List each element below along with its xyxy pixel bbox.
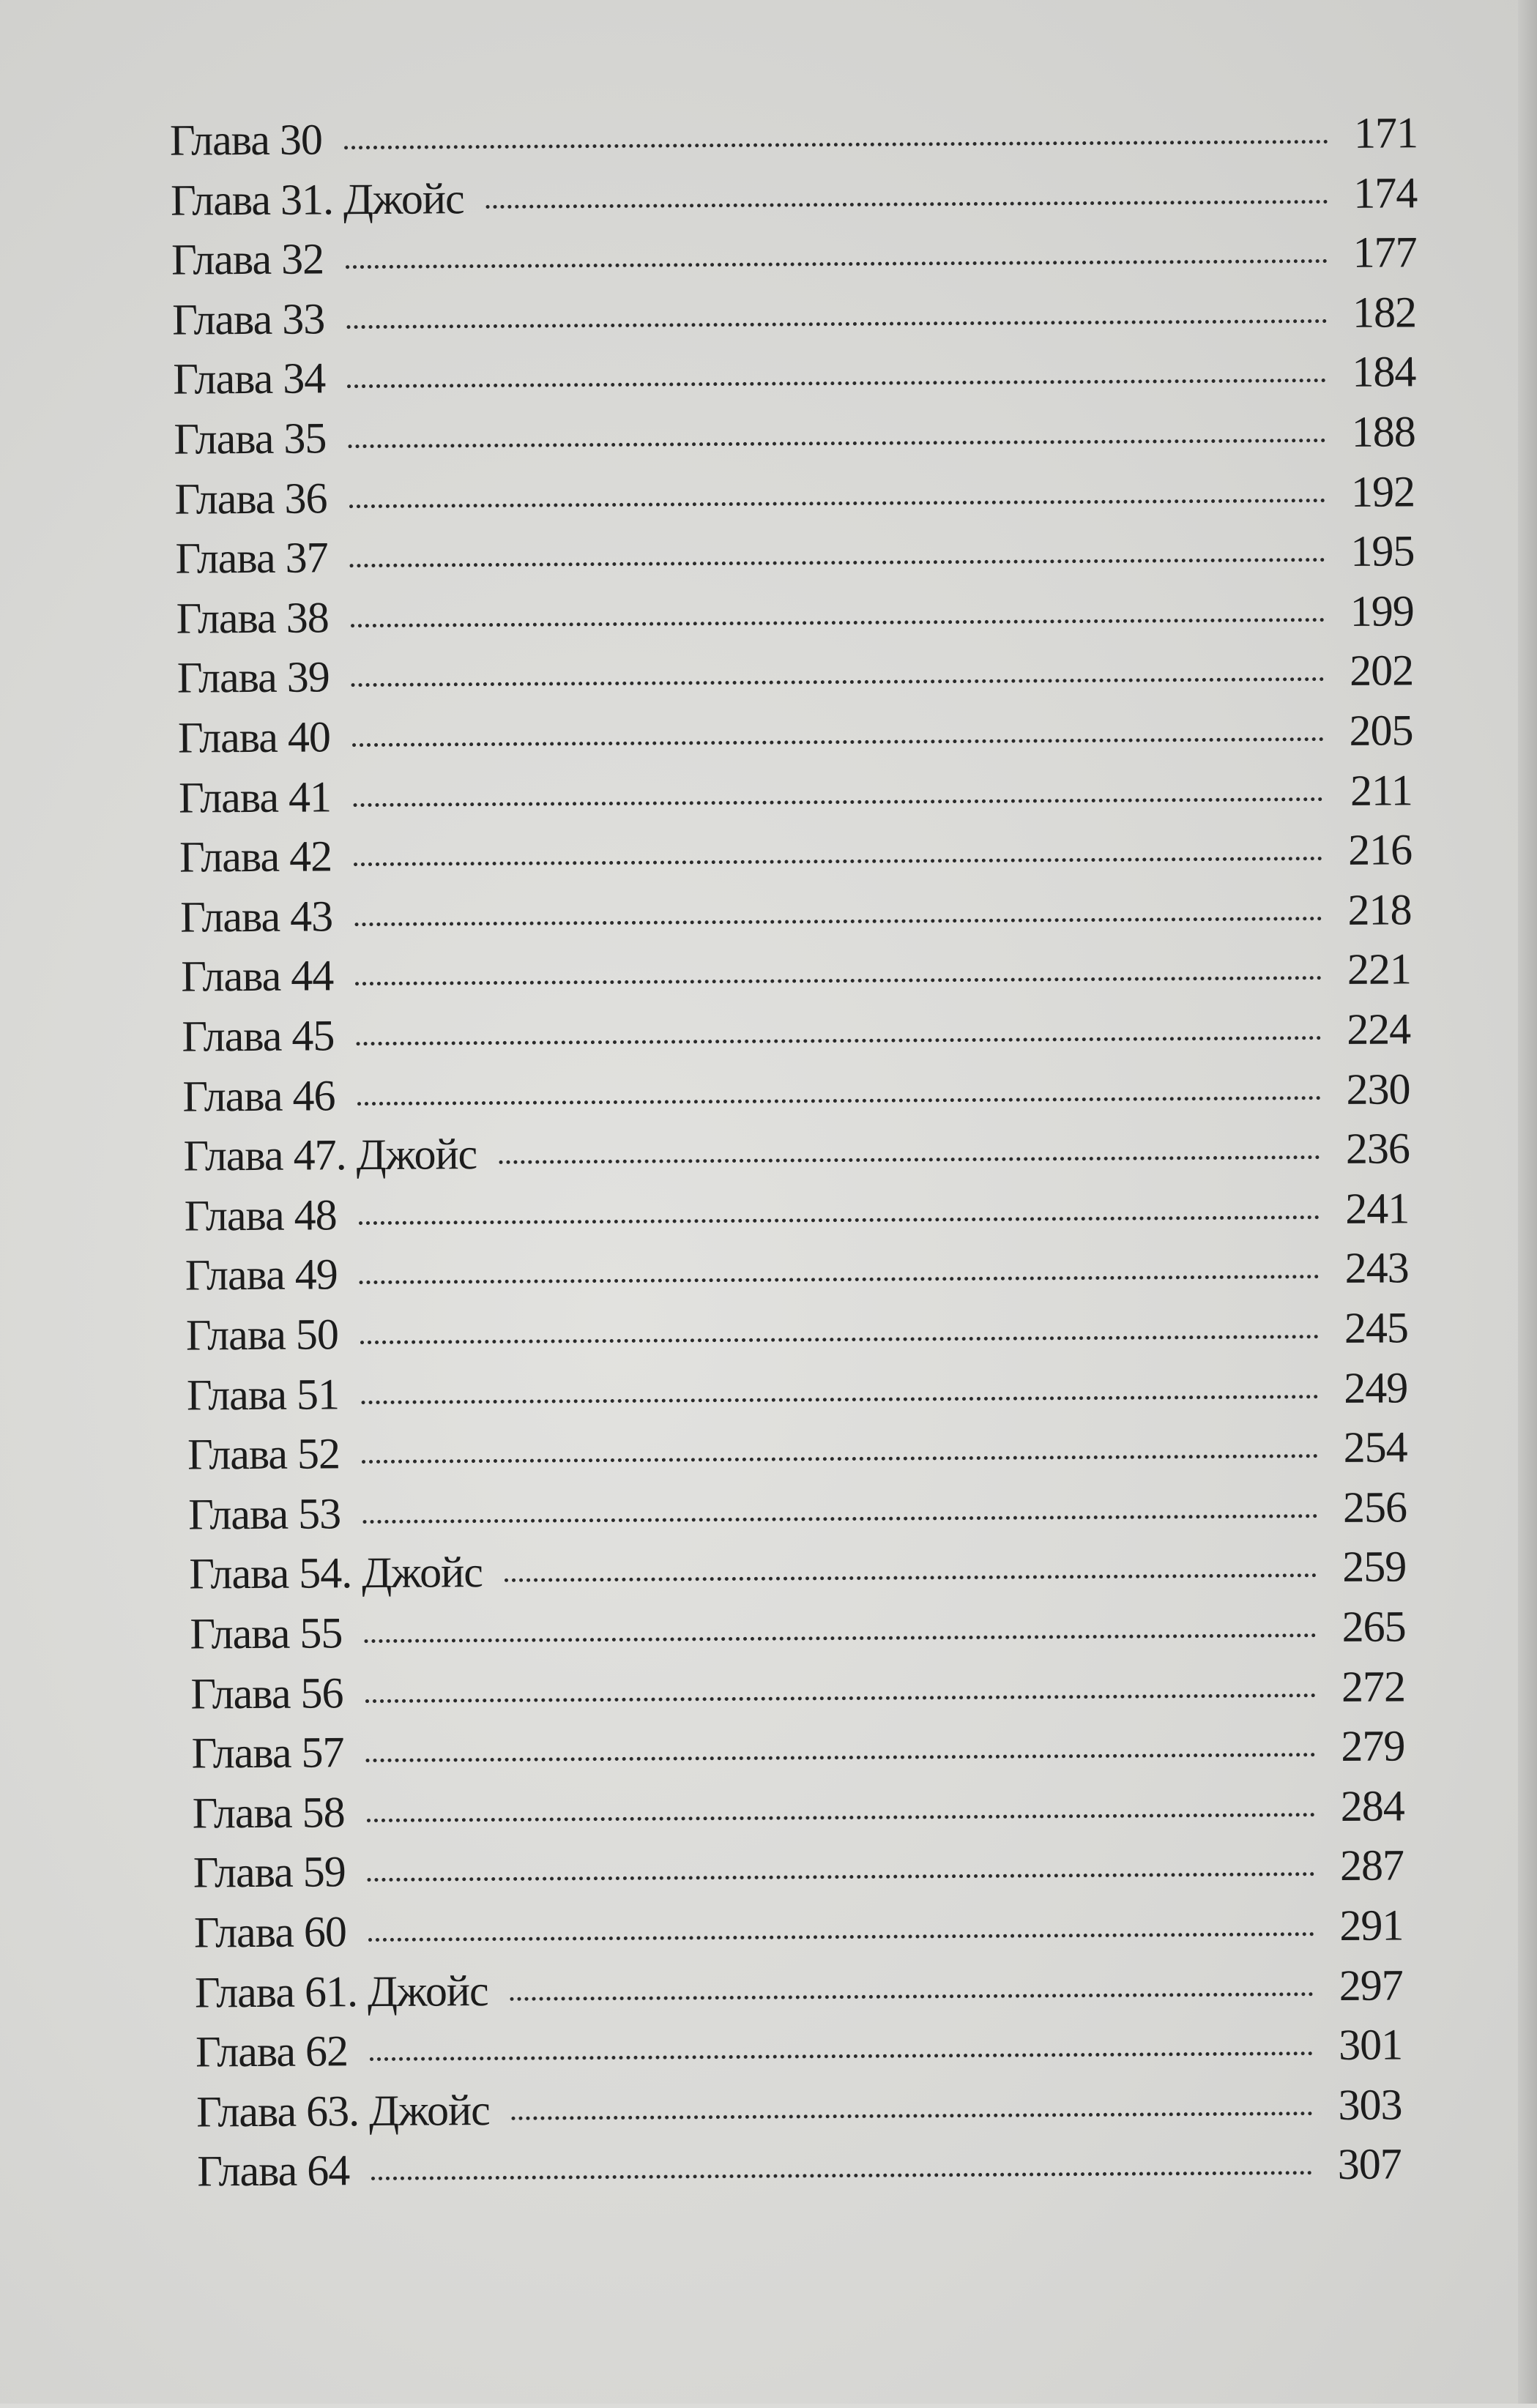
toc-chapter-title: Глава 52: [187, 1429, 340, 1479]
toc-page-number: 297: [1339, 1961, 1403, 2010]
toc-dot-leader: [368, 1932, 1314, 1942]
toc-chapter-title: Глава 51: [186, 1369, 340, 1420]
toc-dot-leader: [348, 439, 1325, 448]
toc-dot-leader: [355, 976, 1322, 985]
toc-entry: [174, 404, 1415, 466]
toc-chapter-title: Глава 58: [192, 1788, 345, 1838]
toc-page-number: 188: [1351, 407, 1415, 456]
toc-chapter-title: Глава 60: [193, 1907, 347, 1957]
toc-entry: [187, 1360, 1408, 1422]
toc-page-number: 184: [1352, 347, 1416, 397]
toc-entry: [193, 1838, 1404, 1900]
toc-page-number: 254: [1343, 1423, 1407, 1472]
toc-page-number: 291: [1339, 1901, 1404, 1950]
toc-chapter-title: Глава 62: [195, 2027, 349, 2076]
toc-page-number: 230: [1346, 1064, 1410, 1114]
toc-page-number: 195: [1350, 526, 1415, 576]
toc-page-number: 171: [1353, 108, 1418, 157]
toc-page-number: 221: [1347, 944, 1412, 994]
toc-entry: [189, 1540, 1406, 1601]
toc-chapter-title: Глава 41: [178, 772, 332, 822]
toc-dot-leader: [367, 1813, 1315, 1822]
toc-chapter-title: Глава 59: [193, 1847, 346, 1897]
toc-entry: [171, 225, 1417, 286]
toc-entry: [188, 1480, 1407, 1541]
toc-entry: [190, 1599, 1406, 1660]
toc-entry: [191, 1719, 1404, 1781]
toc-entry: [178, 703, 1413, 764]
toc-page-number: 192: [1350, 466, 1415, 516]
toc-chapter-title: Глава 50: [185, 1310, 339, 1360]
toc-page-number: 279: [1341, 1721, 1405, 1771]
toc-dot-leader: [354, 857, 1322, 866]
toc-dot-leader: [352, 737, 1324, 747]
toc-dot-leader: [361, 1395, 1318, 1404]
toc-page-number: 224: [1346, 1004, 1411, 1054]
toc-dot-leader: [360, 1335, 1319, 1344]
toc-entry: [176, 584, 1414, 645]
toc-dot-leader: [362, 1514, 1317, 1524]
toc-chapter-title: Глава 34: [173, 354, 326, 404]
toc-page-number: 216: [1347, 825, 1413, 875]
toc-dot-leader: [354, 917, 1322, 926]
toc-entry: [194, 1898, 1404, 1959]
toc-dot-leader: [359, 1215, 1320, 1225]
toc-chapter-title: Глава 32: [171, 234, 324, 284]
toc-dot-leader: [510, 1992, 1314, 2001]
toc-entry: [173, 345, 1415, 406]
toc-dot-leader: [350, 558, 1325, 567]
toc-chapter-title: Глава 64: [197, 2146, 350, 2196]
toc-chapter-title: Глава 57: [191, 1728, 344, 1778]
toc-page-number: 259: [1342, 1542, 1407, 1592]
toc-chapter-title: Глава 44: [181, 951, 334, 1001]
toc-page-number: 245: [1344, 1303, 1409, 1352]
toc-chapter-title: Глава 35: [174, 414, 327, 463]
toc-page-number: 303: [1338, 2080, 1402, 2129]
toc-dot-leader: [512, 2111, 1313, 2120]
toc-entry: [193, 1778, 1404, 1840]
toc-dot-leader: [344, 140, 1328, 149]
toc-page-number: 256: [1342, 1483, 1407, 1532]
toc-page-number: 202: [1349, 646, 1414, 696]
toc-chapter-title: Глава 55: [190, 1609, 343, 1658]
toc-dot-leader: [368, 1873, 1314, 1882]
toc-page-number: 174: [1353, 168, 1418, 217]
toc-dot-leader: [505, 1574, 1317, 1583]
toc-page-number: 307: [1337, 2139, 1402, 2189]
toc-dot-leader: [356, 1036, 1321, 1045]
toc-page-number: 301: [1338, 2020, 1403, 2070]
toc-page-number: 287: [1339, 1841, 1404, 1890]
toc-chapter-title: Глава 31. Джойс: [170, 174, 464, 225]
toc-dot-leader: [357, 1096, 1321, 1106]
toc-dot-leader: [349, 499, 1326, 508]
toc-dot-leader: [351, 618, 1325, 627]
toc-dot-leader: [353, 797, 1323, 807]
toc-page-number: 236: [1345, 1124, 1410, 1174]
toc-chapter-title: Глава 37: [175, 533, 328, 583]
toc-entry: [182, 1062, 1410, 1123]
toc-dot-leader: [370, 2051, 1313, 2061]
toc-dot-leader: [351, 677, 1324, 687]
toc-entry: [170, 105, 1418, 167]
toc-chapter-title: Глава 49: [185, 1250, 338, 1300]
toc-entry: [190, 1659, 1405, 1721]
toc-entry: [185, 1181, 1410, 1242]
toc-page-number: 205: [1349, 706, 1413, 755]
toc-entry: [172, 285, 1416, 346]
toc-page-number: 211: [1350, 765, 1413, 815]
toc-entry: [196, 2077, 1402, 2139]
toc-chapter-title: Глава 33: [172, 294, 325, 344]
toc-entry: [177, 644, 1414, 705]
toc-dot-leader: [366, 1753, 1316, 1762]
toc-page-number: 265: [1341, 1602, 1406, 1651]
toc-chapter-title: Глава 36: [174, 473, 327, 523]
toc-dot-leader: [371, 2172, 1312, 2181]
toc-page-number: 241: [1345, 1184, 1410, 1233]
toc-page-number: 249: [1344, 1363, 1408, 1412]
toc-chapter-title: Глава 40: [177, 712, 331, 762]
toc-entry: [175, 523, 1414, 585]
toc-chapter-title: Глава 47. Джойс: [183, 1130, 477, 1180]
toc-entry: [196, 2018, 1402, 2079]
toc-chapter-title: Глава 30: [169, 115, 323, 165]
toc-dot-leader: [346, 319, 1327, 329]
toc-dot-leader: [364, 1633, 1316, 1643]
toc-chapter-title: Глава 39: [176, 652, 330, 703]
toc-entry: [182, 1002, 1410, 1063]
toc-chapter-title: Глава 56: [190, 1668, 343, 1718]
toc-dot-leader: [346, 259, 1328, 269]
toc-entry: [187, 1420, 1407, 1482]
toc-page-number: 272: [1341, 1661, 1406, 1711]
toc-entry: [180, 882, 1412, 944]
toc-chapter-title: Глава 45: [182, 1011, 335, 1061]
toc-chapter-title: Глава 54. Джойс: [189, 1548, 483, 1598]
toc-entry: [179, 823, 1412, 884]
toc-entry: [179, 763, 1413, 824]
toc-chapter-title: Глава 42: [179, 832, 332, 881]
toc-dot-leader: [347, 379, 1326, 388]
toc-chapter-title: Глава 48: [184, 1190, 337, 1240]
toc-chapter-title: Глава 43: [180, 892, 333, 942]
toc-entry: [195, 1958, 1403, 2019]
toc-entry: [183, 1122, 1410, 1183]
toc-entry: [186, 1300, 1408, 1362]
toc-chapter-title: Глава 46: [182, 1070, 335, 1121]
toc-chapter-title: Глава 61. Джойс: [194, 1966, 488, 2017]
toc-dot-leader: [360, 1275, 1320, 1284]
toc-dot-leader: [486, 200, 1328, 209]
toc-dot-leader: [362, 1454, 1318, 1464]
toc-page-number: 284: [1340, 1781, 1404, 1830]
toc-chapter-title: Глава 38: [176, 593, 329, 643]
toc-dot-leader: [365, 1693, 1317, 1703]
toc-entry: [181, 942, 1411, 1004]
toc-page-number: 177: [1352, 228, 1417, 277]
toc-entry: [197, 2137, 1402, 2199]
toc-page-number: 218: [1347, 885, 1412, 934]
toc-page-number: 243: [1344, 1243, 1409, 1293]
toc-page-number: 182: [1352, 288, 1417, 337]
toc-chapter-title: Глава 63. Джойс: [196, 2085, 490, 2136]
toc-dot-leader: [499, 1155, 1320, 1164]
toc-entry: [171, 165, 1418, 227]
toc-entry: [185, 1241, 1409, 1302]
toc-chapter-title: Глава 53: [188, 1489, 341, 1539]
page-edge-shadow: [1518, 0, 1537, 2404]
toc-page-number: 199: [1350, 586, 1414, 635]
toc-entry: [174, 464, 1415, 526]
